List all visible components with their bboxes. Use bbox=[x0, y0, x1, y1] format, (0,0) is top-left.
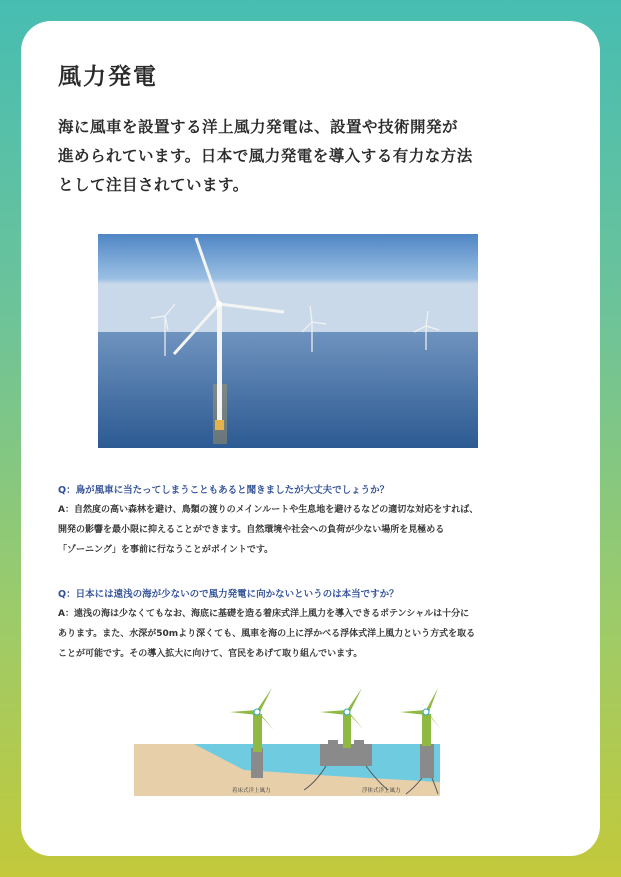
qa-answer-line: A：自然度の高い森林を避け、鳥類の渡りのメインルートや生息地を避けるなどの適切な対応をすれば、 bbox=[58, 505, 479, 515]
qa-answer-line: 開発の影響を最小限に抑えることができます。自然環境や社会への負荷が少ない場所を見極める bbox=[58, 525, 445, 535]
qa-item bbox=[58, 586, 528, 664]
lead-paragraph bbox=[58, 113, 548, 200]
lead-line: 海に風車を設置する洋上風力発電は、設置や技術開発が bbox=[58, 118, 459, 136]
page-title: 風力発電 bbox=[58, 64, 158, 90]
qa-answer-line: 「ゾーニング」を事前に行なうことがポイントです。 bbox=[58, 545, 274, 555]
fixed-type-label: 着床式洋上風力 bbox=[232, 788, 271, 794]
qa-answer-line: あります。また、水深が50mより深くても、風車を海の上に浮かべる浮体式洋上風力という方式を取る bbox=[58, 629, 476, 639]
qa-question: Q：鳥が風車に当たってしまうこともあると聞きましたが大丈夫でしょうか？ bbox=[58, 485, 390, 496]
qa-answer-line: A：遠浅の海は少なくてもなお、海底に基礎を造る着床式洋上風力を導入できるポテンシャルは十分に bbox=[58, 609, 470, 619]
qa-question: Q：日本には遠浅の海が少ないので風力発電に向かないというのは本当ですか？ bbox=[58, 589, 399, 600]
qa-item bbox=[58, 482, 528, 560]
wind-turbine-diagram bbox=[134, 658, 440, 800]
qa-answer bbox=[58, 604, 528, 664]
lead-line: 進められています。日本で風力発電を導入する有力な方法 bbox=[58, 147, 473, 165]
offshore-wind-photo bbox=[98, 234, 478, 448]
qa-answer-line: ことが可能です。その導入拡大に向けて、官民をあげて取り組んでいます。 bbox=[58, 649, 363, 659]
floating-type-label: 浮体式洋上風力 bbox=[362, 788, 401, 794]
qa-answer bbox=[58, 500, 528, 560]
lead-line: として注目されています。 bbox=[58, 176, 249, 194]
